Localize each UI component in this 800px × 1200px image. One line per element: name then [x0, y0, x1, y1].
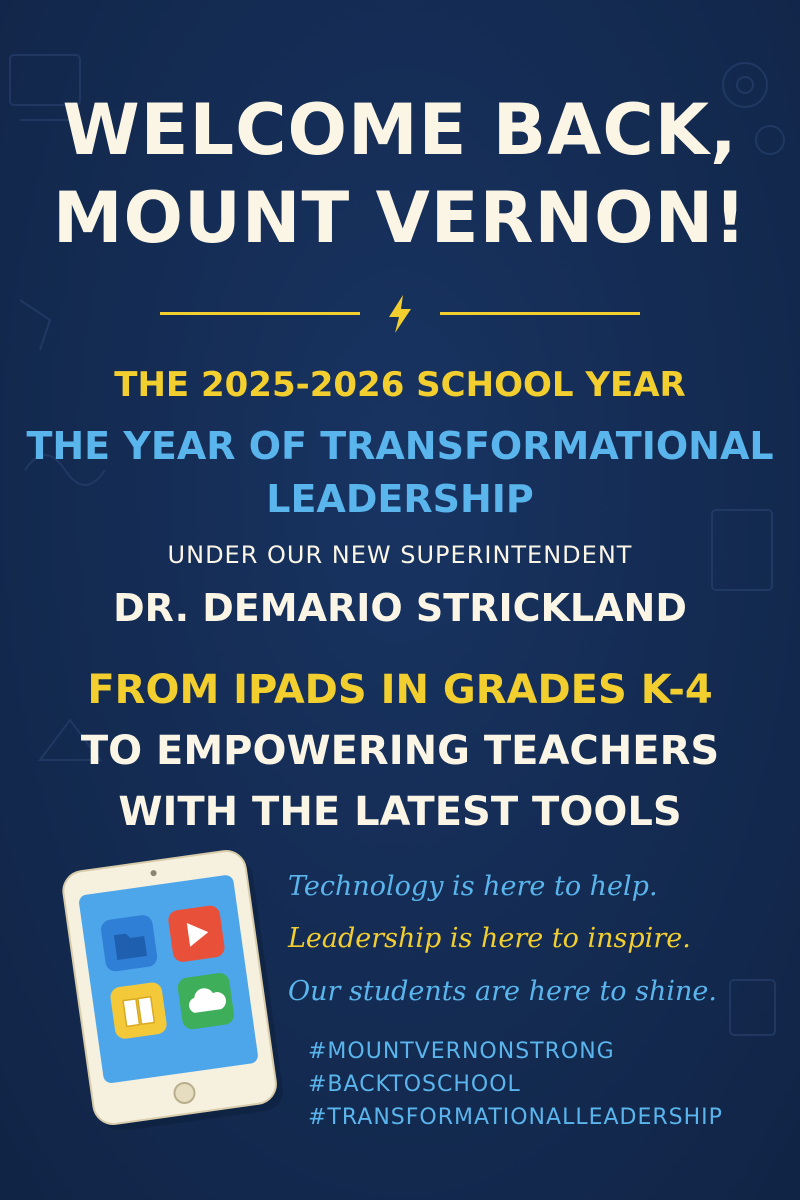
divider-left [160, 312, 360, 315]
tablet-illustration [50, 850, 290, 1130]
superintendent-intro: UNDER OUR NEW SUPERINTENDENT [167, 541, 633, 569]
folder-app-icon [100, 914, 159, 973]
quote-leadership: Leadership is here to inspire. [288, 923, 691, 954]
teachers-initiative-line-2: WITH THE LATEST TOOLS [118, 789, 682, 835]
hashtag-mountvernonstrong: #MOUNTVERNONSTRONG [308, 1039, 615, 1064]
theme-line-2: LEADERSHIP [266, 477, 534, 521]
superintendent-name: DR. DEMARIO STRICKLAND [113, 586, 687, 630]
hashtag-transformationalleadership: #TRANSFORMATIONALLEADERSHIP [308, 1105, 723, 1130]
hashtag-backtoschool: #BACKTOSCHOOL [308, 1072, 521, 1097]
headline-line-2: MOUNT VERNON! [52, 177, 748, 259]
play-app-icon [167, 904, 226, 963]
quote-technology: Technology is here to help. [288, 871, 658, 902]
school-year: THE 2025-2026 SCHOOL YEAR [114, 365, 686, 405]
divider-right [440, 312, 640, 315]
teachers-initiative-line-1: TO EMPOWERING TEACHERS [80, 728, 720, 774]
lightning-bolt-icon [383, 293, 417, 335]
quote-students: Our students are here to shine. [288, 976, 717, 1007]
theme-line-1: THE YEAR OF TRANSFORMATIONAL [26, 424, 774, 468]
ipads-initiative: FROM IPADS IN GRADES K-4 [87, 667, 713, 713]
cloud-app-icon [177, 972, 236, 1031]
book-app-icon [109, 981, 168, 1040]
headline-line-1: WELCOME BACK, [62, 89, 738, 171]
